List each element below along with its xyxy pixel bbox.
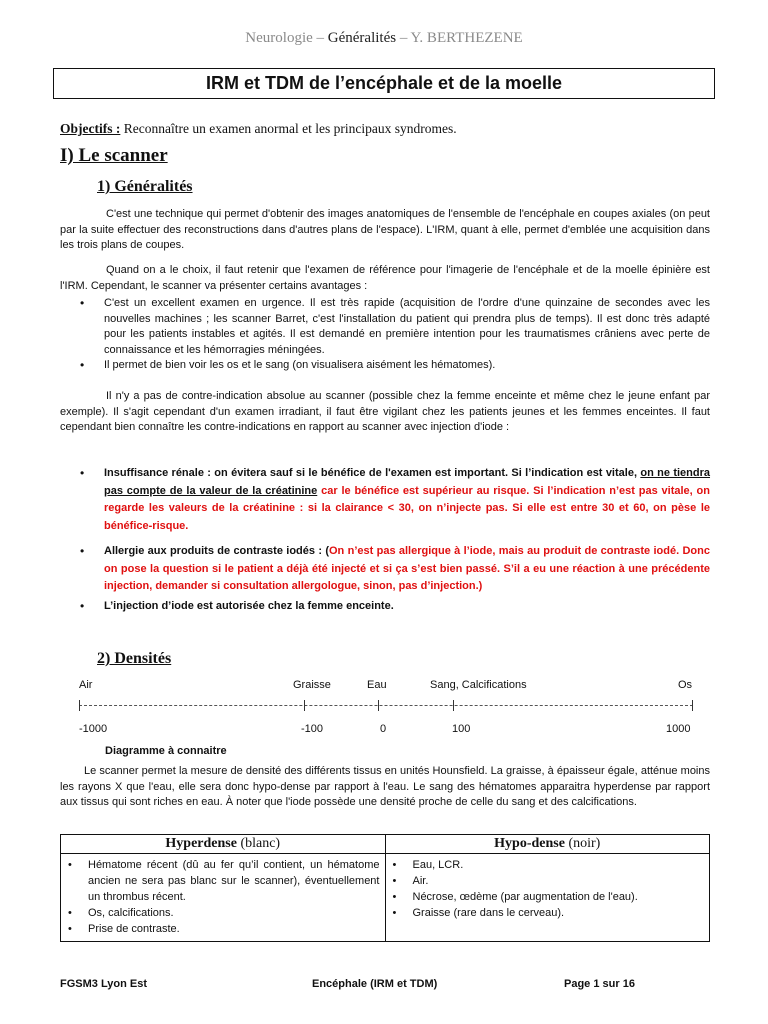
scale-tick [453, 700, 454, 711]
list-item: • Eau, LCR. [387, 857, 705, 873]
scale-tick [79, 700, 80, 711]
scale-value: 100 [452, 723, 471, 735]
paragraph-contraindications: Il n'y a pas de contre-indication absolue au scanner (possible chez la femme enceinte et même chez le jeune enfant par exemple). Il s'agit cependant d'un examen irradiant, il faut être vigilant chez les patients jeunes et les femmes enceintes. Il faut cependant bien connaître les contre-indications en rapport au scanner avec injection d'iode : [60, 390, 710, 434]
list-item: • Il permet de bien voir les os et le sang (on visualisera aisément les hématomes). [60, 358, 710, 374]
list-item: • Graisse (rare dans le cerveau). [387, 905, 705, 921]
density-table [60, 834, 710, 942]
scale-label: Graisse [293, 679, 331, 691]
list-item: • Insuffisance rénale : on évitera sauf si le bénéfice de l'examen est important. Si l’indication est vitale, on ne tiendra pas compte de la valeur de la créatinine car le bénéfice est supérieur au risque. Si l’indication n’est pas vitale, on regarde les valeurs de la créatinine : si la clairance < 30, on n’injecte pas. Si elle est entre 30 et 60, on pèse le bénéfice-risque. [60, 465, 710, 535]
document-title: IRM et TDM de l’encéphale et de la moelle [53, 68, 715, 99]
list-item: • Nécrose, œdème (par augmentation de l'eau). [387, 889, 705, 905]
paragraph-densities: Le scanner permet la mesure de densité des différents tissus en unités Hounsfield. La graisse, à épaisseur égale, atténue moins les rayons X que l'eau, elle sera donc hypo-dense par rapport à l'eau. Le sang des hématomes apparaitra hyperdense par rapport aux tissus qui sont riches en eau. À noter que l'iode possède une densité proche de celle du sang et des calcifications. [60, 765, 710, 809]
section-title-scanner: I) Le scanner [60, 145, 168, 166]
paragraph-reference: Quand on a le choix, il faut retenir que l'examen de référence pour l'imagerie de l'encéphale et de la moelle épinière est l'IRM. Cependant, le scanner va présenter certains avantages : [60, 264, 710, 292]
scale-value: 1000 [666, 723, 691, 735]
scale-tick [378, 700, 379, 711]
objectives [60, 121, 457, 137]
list-item: • Prise de contraste. [62, 921, 380, 937]
list-item: • L’injection d’iode est autorisée chez la femme enceinte. [60, 599, 710, 615]
objectives-label: Objectifs : [60, 121, 121, 136]
scale-label: Sang, Calcifications [430, 679, 527, 691]
header-topic: Généralités [327, 30, 397, 46]
list-item: • Allergie aux produits de contraste iodés : (On n’est pas allergique à l’iode, mais au produit de contraste iodé. Donc on pose la question si le patient a déjà été injecté et si ça s’est bien passé. S’il a eu une réaction à une précédente injection, demander si consultation allergologue, sinon, pas d’injection.) [60, 543, 710, 596]
hyperdense-cell [61, 854, 386, 942]
subsection-title-densites: 2) Densités [97, 650, 172, 667]
subsection-title-generalites: 1) Généralités [97, 178, 193, 195]
list-item: • C'est un excellent examen en urgence. Il est très rapide (acquisition de l'ordre d'une quinzaine de secondes avec les nouvelles machines ; les scanner Barret, c'est l'installation du patient qui prendra plus de temps). Il est donc très adapté pour les patients instables et agités. Il est demandé en première intention pour les traumatismes crâniens avec perte de connaissance et les hémorragies méningées. [60, 296, 710, 358]
list-item: • Hématome récent (dû au fer qu’il contient, un hématome ancien ne sera pas blanc sur le scanner), éventuellement un thrombus récent. [62, 857, 380, 905]
table-header-hypodense: Hypo-dense (noir) [385, 835, 710, 854]
contraindication-list [60, 465, 710, 614]
paragraph-intro: C'est une technique qui permet d'obtenir des images anatomiques de l'ensemble de l'encéphale en coupes axiales (on peut par la suite effectuer des reconstructions dans d'autres plans de l'espace). L'IRM, quant à elle, permet d'emblée une acquisition dans les trois plans de coupes. [60, 208, 710, 252]
scale-tick [692, 700, 693, 711]
list-item: • Air. [387, 873, 705, 889]
footer-page-number: Page 1 sur 16 [564, 978, 635, 990]
footer-left: FGSM3 Lyon Est [60, 978, 147, 990]
scale-tick [304, 700, 305, 711]
scale-label: Air [79, 679, 93, 691]
scale-value: 0 [380, 723, 387, 735]
scale-label: Eau [367, 679, 387, 691]
advantages-list [60, 296, 710, 374]
table-header-hyperdense: Hyperdense (blanc) [61, 835, 386, 854]
scale-caption: Diagramme à connaitre [105, 745, 227, 757]
running-header: Neurologie – Généralités – Y. BERTHEZENE [245, 30, 523, 46]
scale-axis [79, 705, 693, 707]
scale-label: Os [678, 679, 693, 691]
hypodense-cell [385, 854, 710, 942]
scale-value: -100 [301, 723, 324, 735]
list-item: • Os, calcifications. [62, 905, 380, 921]
footer-center: Encéphale (IRM et TDM) [312, 978, 438, 990]
scale-value: -1000 [79, 723, 108, 735]
objectives-text: Reconnaître un examen anormal et les principaux syndromes. [120, 121, 457, 136]
